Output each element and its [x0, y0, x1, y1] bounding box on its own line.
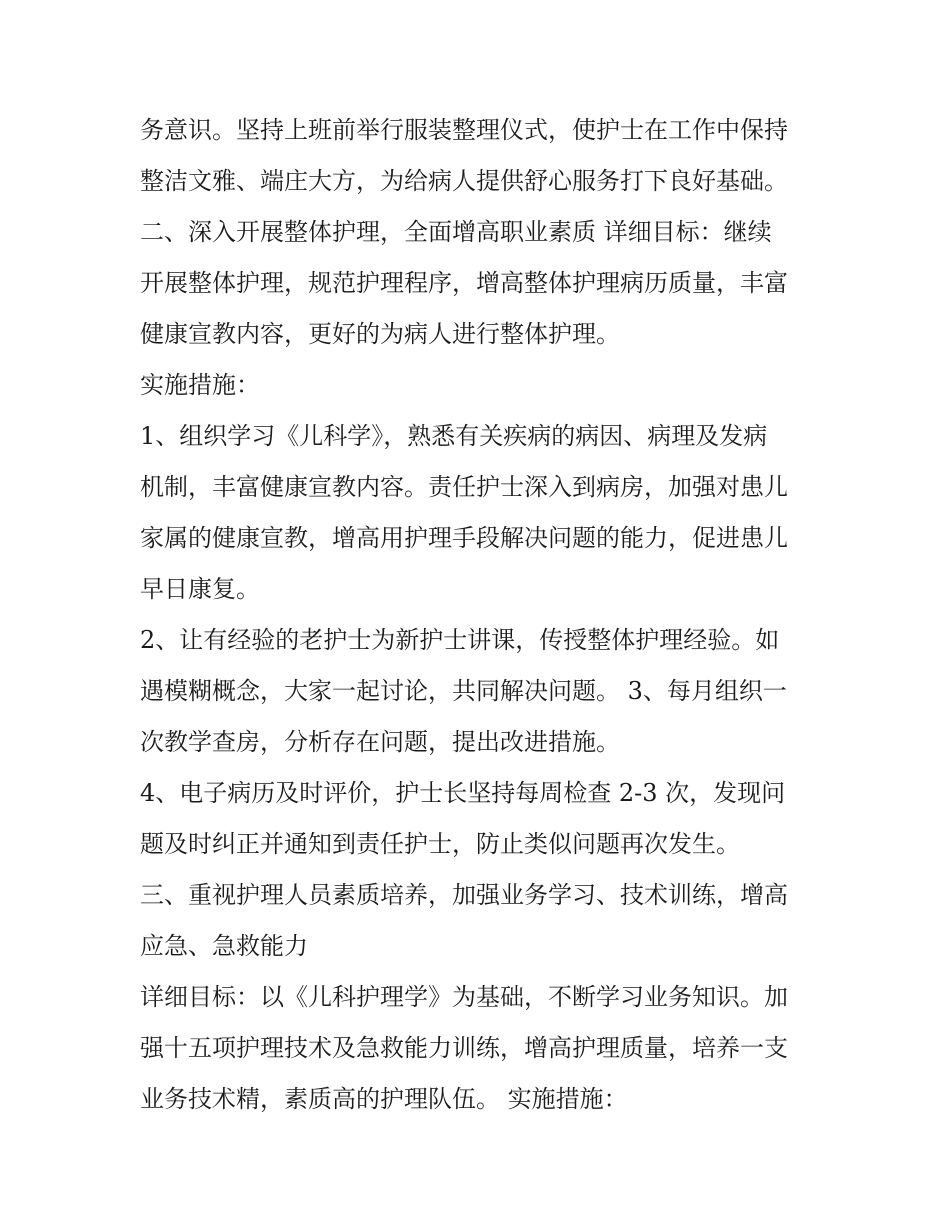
- text-line: 1、组织学习《儿科学》，熟悉有关疾病的病因、病理及发病: [140, 422, 768, 450]
- text-line: 早日康复。: [140, 575, 260, 603]
- document-body: [140, 105, 830, 1125]
- text-line: 强十五项护理技术及急救能力训练，增高护理质量，培养一支: [140, 1034, 788, 1062]
- text-line: 家属的健康宣教，增高用护理手段解决问题的能力，促进患儿: [140, 524, 788, 552]
- text-line: 题及时纠正并通知到责任护士，防止类似问题再次发生。: [140, 830, 740, 858]
- text-line: 整洁文雅、端庄大方，为给病人提供舒心服务打下良好基础。: [140, 167, 788, 195]
- text-line: 二、深入开展整体护理，全面增高职业素质 详细目标：继续: [140, 218, 772, 246]
- text-line: 开展整体护理，规范护理程序，增高整体护理病历质量，丰富: [140, 269, 788, 297]
- text-line: 4、电子病历及时评价，护士长坚持每周检查 2-3 次，发现问: [140, 779, 786, 807]
- text-line: 机制，丰富健康宣教内容。责任护士深入到病房，加强对患儿: [140, 473, 788, 501]
- text-line: 2、让有经验的老护士为新护士讲课，传授整体护理经验。如: [140, 626, 780, 654]
- text-line: 业务技术精，素质高的护理队伍。 实施措施：: [140, 1085, 628, 1113]
- text-line: 应急、急救能力: [140, 932, 308, 960]
- text-line: 实施措施：: [140, 371, 260, 399]
- text-line: 务意识。坚持上班前举行服装整理仪式，使护士在工作中保持: [140, 116, 788, 144]
- text-line: 详细目标：以《儿科护理学》为基础，不断学习业务知识。加: [140, 983, 788, 1011]
- text-line: 三、重视护理人员素质培养，加强业务学习、技术训练，增高: [140, 881, 788, 909]
- text-line: 遇模糊概念，大家一起讨论，共同解决问题。 3、每月组织一: [140, 677, 787, 705]
- text-line: 次教学查房，分析存在问题，提出改进措施。: [140, 728, 620, 756]
- text-line: 健康宣教内容，更好的为病人进行整体护理。: [140, 320, 620, 348]
